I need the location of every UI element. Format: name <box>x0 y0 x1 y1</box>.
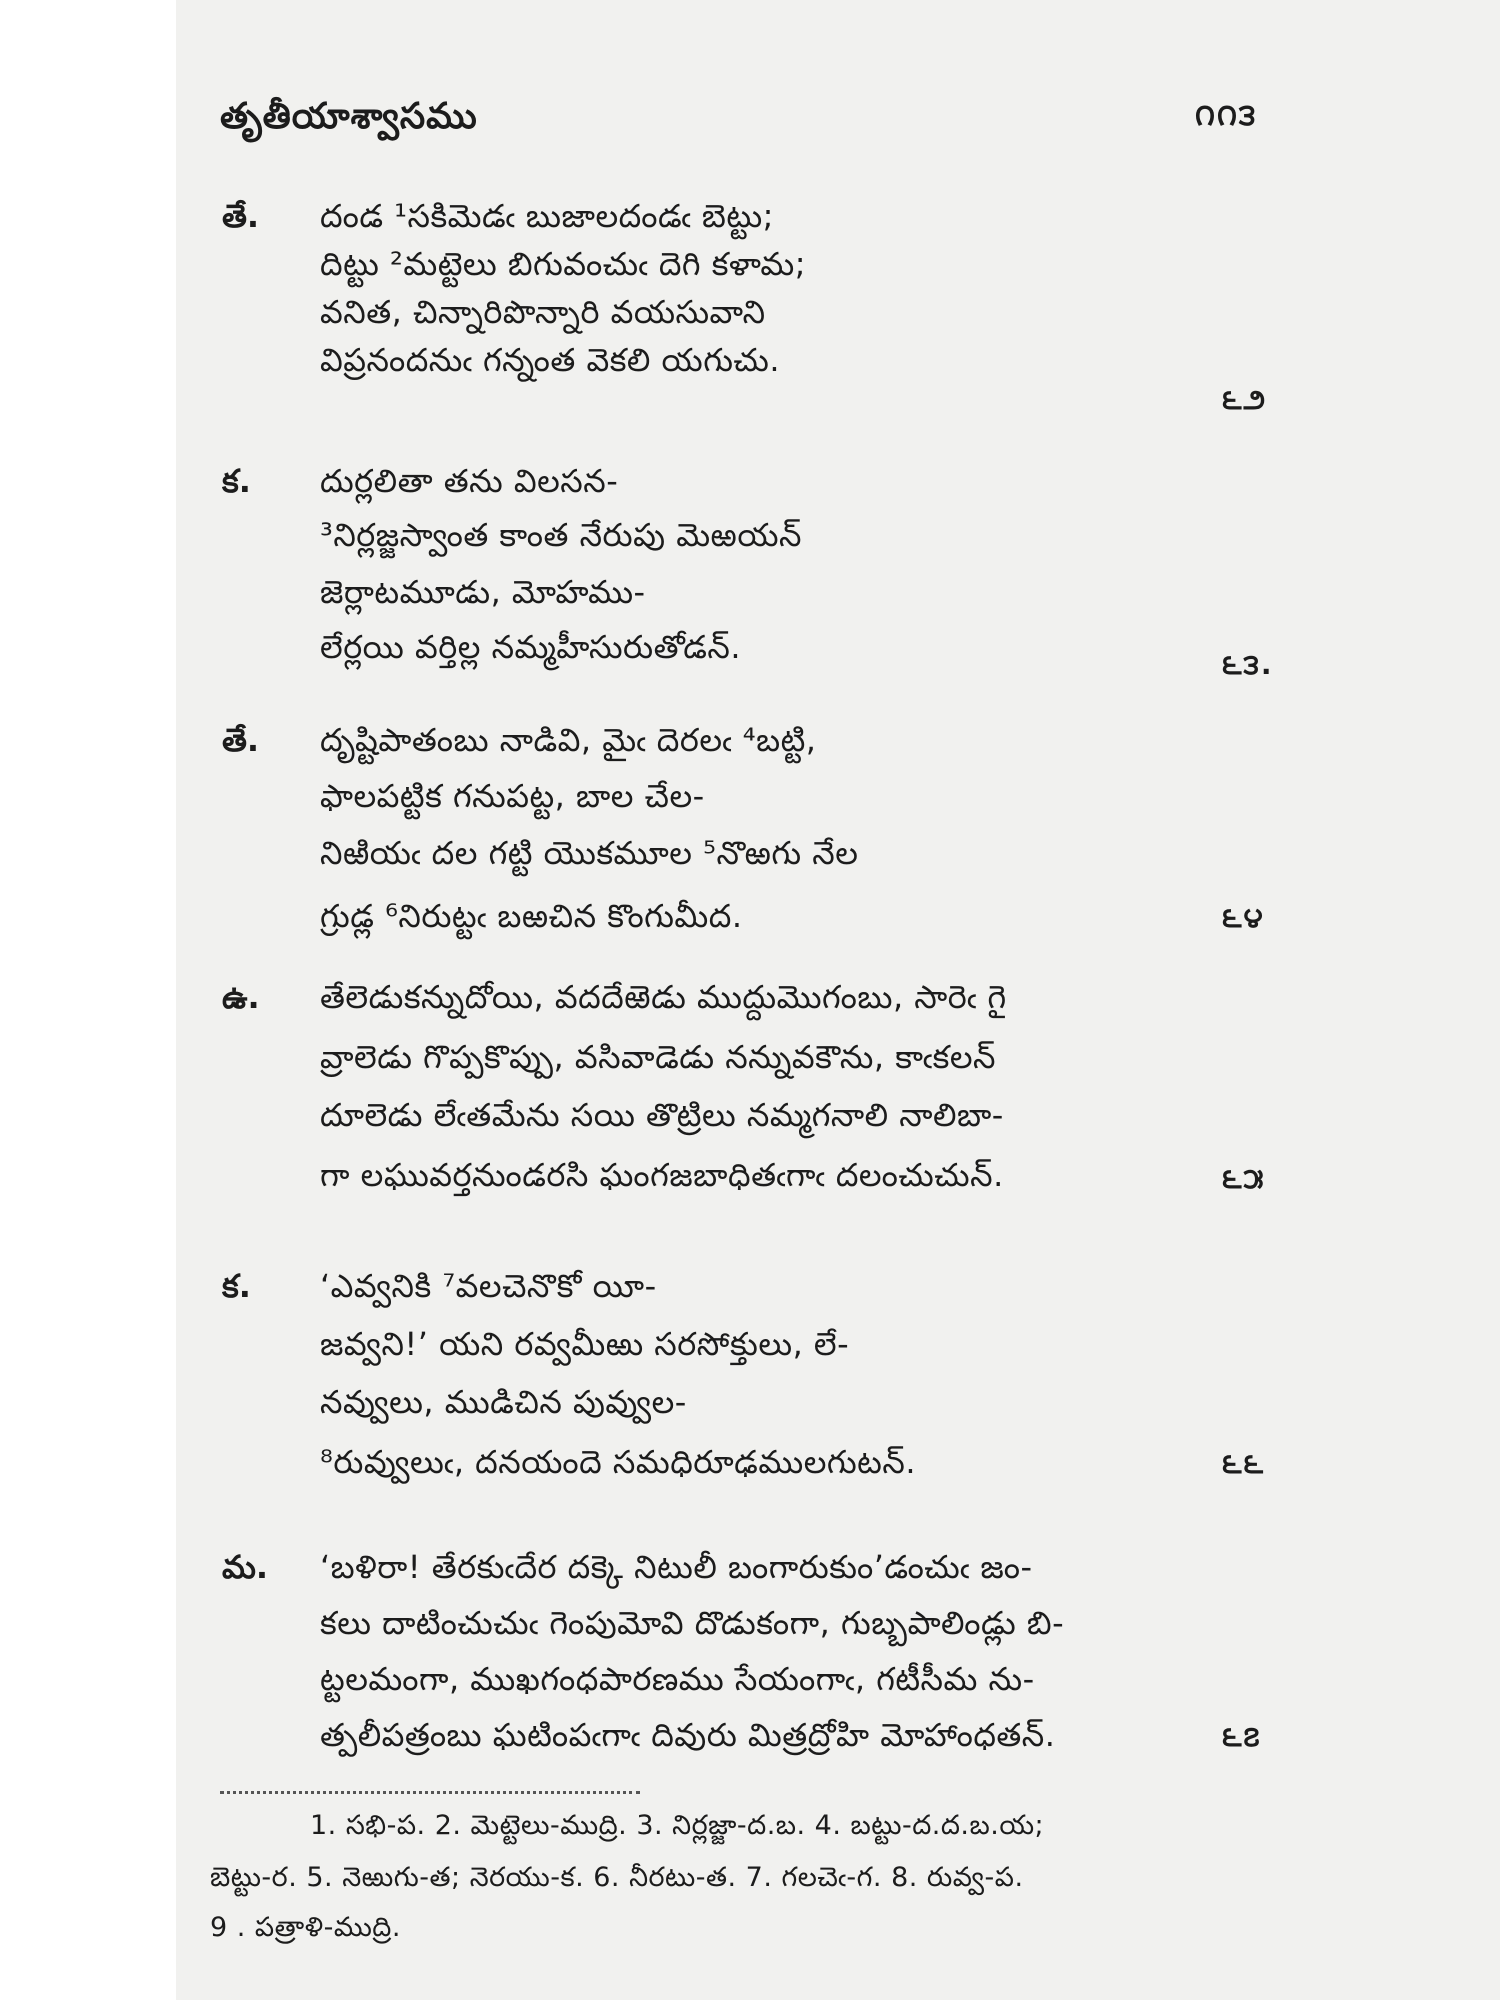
verse-meter: తే. <box>222 721 260 759</box>
verse-line: వనిత, చిన్నారిపొన్నారి వయసువాని <box>320 293 766 331</box>
verse-number: ౬౪ <box>1222 901 1265 934</box>
verse-number: ౬౭ <box>1222 1720 1262 1753</box>
verse-meter: క. <box>222 462 251 500</box>
verse-line: దండ ¹సకిమెడఁ బుజాలదండఁ బెట్టు; <box>320 197 774 235</box>
verse-meter: క. <box>222 1267 251 1305</box>
verse-line: దూలెడు లేఁతమేను సయి తొట్రిలు నమ్మగనాలి నాలిబా- <box>320 1096 1004 1134</box>
verse-line: దిట్టు ²మట్టెలు బిగువంచుఁ దెగి కళామ; <box>320 245 807 283</box>
footnote-line: బెట్టు-ర. 5. నెఱుగు-త; నెరయు-క. 6. నీరటు-త. 7. గలచెఁ-గ. 8. రువ్వ-ప. <box>210 1862 1024 1893</box>
verse-line: గ్రుడ్ల ⁶నిరుట్టఁ బఱచిన కొంగుమీద. <box>320 897 743 935</box>
verse-number: ౬౩. <box>1222 648 1274 681</box>
verse-line: త్పలీపత్రంబు ఘటింపఁగాఁ దివురు మిత్రద్రోహి మోహాంధతన్. <box>320 1716 1056 1754</box>
verse-line: ఫాలపట్టిక గనుపట్ట, బాల చేల- <box>320 777 705 815</box>
verse-number: ౬౫ <box>1222 1162 1266 1195</box>
verse-line: లేర్లయి వర్తిల్ల నమ్మహీసురుతోడన్. <box>320 628 742 666</box>
verse-line: తేలెడుకన్నుదోయి, వదదేఱెడు ముద్దుమొగంబు, సారెఁ గై <box>320 978 1007 1016</box>
verse-number: ౬౬ <box>1222 1447 1266 1480</box>
footnote-line: 1. సభి-ప. 2. మెట్టెలు-ముద్రి. 3. నిర్లజ్జా-ద.బ. 4. బట్టు-ద.ద.బ.య; <box>310 1810 1045 1841</box>
verse-line: జవ్వని!’ యని రవ్వమీఱు సరసోక్తులు, లే- <box>320 1325 850 1363</box>
verse-line: దుర్లలితా తను విలసన- <box>320 462 619 500</box>
verse-line: ³నిర్లజ్జస్వాంత కాంత నేరుపు మెఱయన్ <box>320 516 802 554</box>
page-number: ౧౧౩ <box>1195 98 1258 133</box>
page-margin <box>0 0 176 2000</box>
verse-line: ట్టలమంగా, ముఖగంధపారణము సేయంగాఁ, గటీసీమ ను- <box>320 1660 1035 1698</box>
verse-line: దృష్టిపాతంబు నాడివి, మైఁ దెరలఁ ⁴బట్టి, <box>320 721 817 759</box>
verse-meter: మ. <box>222 1548 269 1586</box>
verse-line: కలు దాటించుచుఁ గెంపుమోవి దొడుకంగా, గుబ్బపాలిండ్లు బి- <box>320 1604 1065 1642</box>
verse-line: జెర్లాటమూడు, మోహము- <box>320 573 646 611</box>
verse-line: గా లఘువర్తనుండరసి ఘంగజబాధితఁగాఁ దలంచుచున్. <box>320 1156 1004 1194</box>
running-header-title: తృతీయాశ్వాసము <box>220 96 478 137</box>
verse-line: నిఱియఁ దల గట్టి యొకమూల ⁵నొఱగు నేల <box>320 834 859 872</box>
verse-meter: తే. <box>222 197 260 235</box>
verse-line: వ్రాలెడు గొప్పకొప్పు, వసివాడెడు నన్నువకౌను, కాఁకలన్ <box>320 1038 997 1076</box>
footnote-line: 9 . పత్రాళి-ముద్రి. <box>210 1912 401 1943</box>
verse-line: ‘ఎవ్వనికి ⁷వలచెనొకో యీ- <box>320 1267 657 1305</box>
verse-line: ⁸రువ్వులుఁ, దనయందె సమధిరూఢములగుటన్. <box>320 1443 917 1481</box>
verse-line: నవ్వులు, ముడిచిన పువ్వుల- <box>320 1383 687 1421</box>
verse-line: ‘బళిరా! తేరకుఁదేర దక్కె నిటులీ బంగారుకుం’డంచుఁ జం- <box>320 1548 1033 1586</box>
verse-meter: ఉ. <box>222 978 260 1016</box>
verse-line: విప్రనందనుఁ గన్నంత వెకలి యగుచు. <box>320 341 780 379</box>
verse-number: ౬౨ <box>1222 383 1268 416</box>
footnote-divider <box>220 1791 640 1794</box>
